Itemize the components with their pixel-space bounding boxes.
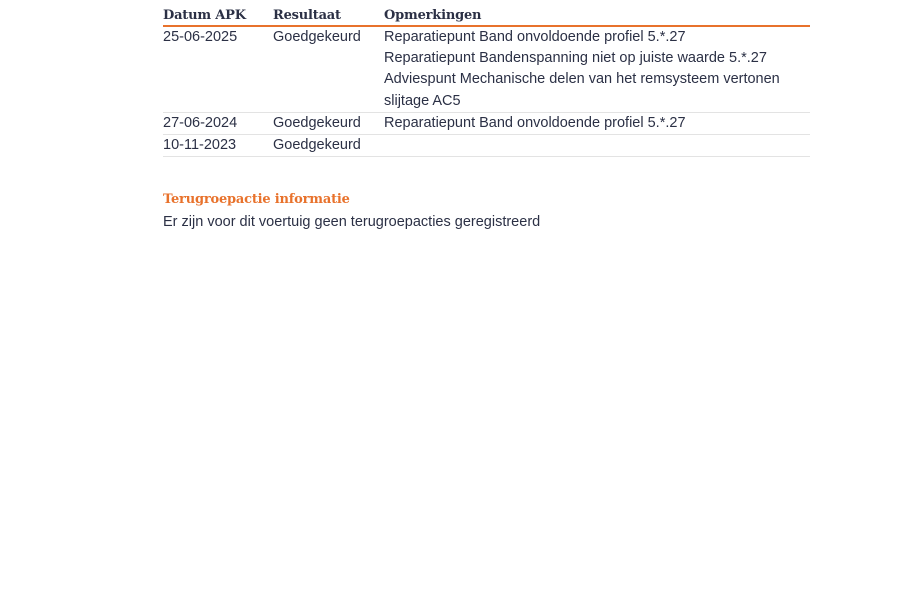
- remark-line: Adviespunt Mechanische delen van het remsysteem vertonen: [384, 71, 780, 88]
- remark-line: slijtage AC5: [384, 92, 461, 109]
- recall-text: Er zijn voor dit voertuig geen terugroepacties geregistreerd: [163, 214, 541, 230]
- header-datum-apk: Datum APK: [163, 5, 273, 26]
- row-date: 27-06-2024: [163, 112, 273, 134]
- apk-history-table: [163, 5, 810, 157]
- row-remarks: [384, 112, 810, 134]
- row-remarks: [384, 26, 810, 112]
- remark-line: Reparatiepunt Bandenspanning niet op juiste waarde 5.*.27: [384, 50, 767, 67]
- header-resultaat: Resultaat: [273, 5, 384, 26]
- recall-title: Terugroepactie informatie: [163, 192, 350, 207]
- remark-line: Reparatiepunt Band onvoldoende profiel 5.*.27: [384, 29, 686, 45]
- row-result: Goedgekeurd: [273, 26, 384, 112]
- table-row: [163, 112, 810, 134]
- row-result: Goedgekeurd: [273, 135, 384, 157]
- row-date: 10-11-2023: [163, 135, 273, 157]
- row-date: 25-06-2025: [163, 26, 273, 112]
- table-row: [163, 26, 810, 112]
- table-header-row: [163, 5, 810, 26]
- header-opmerkingen: Opmerkingen: [384, 5, 810, 26]
- row-remarks: [384, 135, 810, 157]
- recall-section: [163, 190, 810, 232]
- table-row: [163, 135, 810, 157]
- row-result: Goedgekeurd: [273, 112, 384, 134]
- remark-line: Reparatiepunt Band onvoldoende profiel 5.*.27: [384, 114, 686, 131]
